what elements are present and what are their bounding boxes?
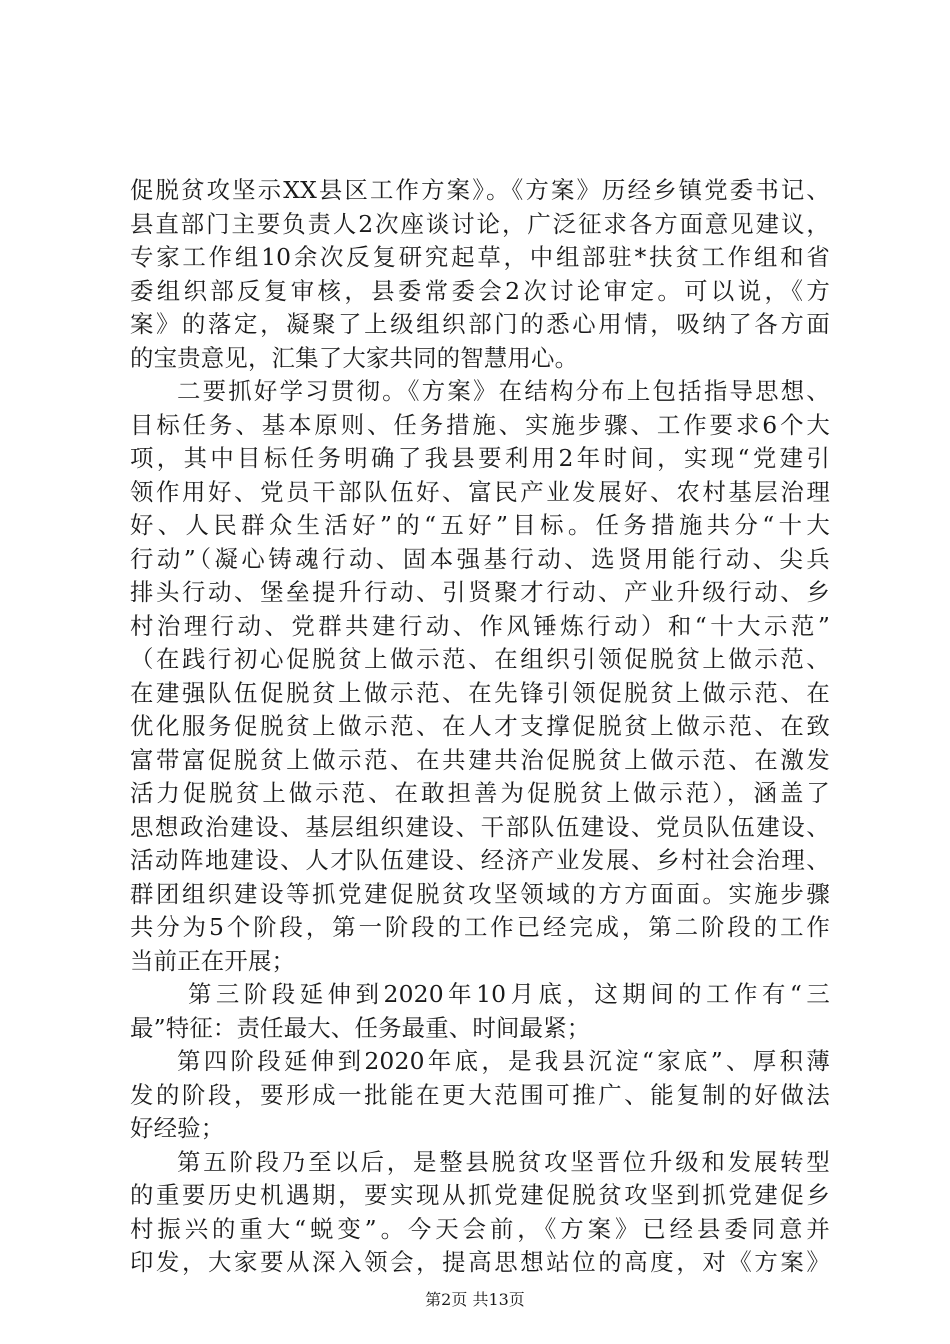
document-body bbox=[130, 174, 830, 1280]
text-line: 的重要历史机遇期，要实现从抓党建促脱贫攻坚到抓党建促乡 bbox=[130, 1181, 830, 1209]
text-line: 印发，大家要从深入领会，提高思想站位的高度，对《方案》 bbox=[130, 1248, 830, 1276]
text-line: 在建强队伍促脱贫上做示范、在先锋引领促脱贫上做示范、在 bbox=[130, 678, 830, 707]
text-line: 群团组织建设等抓党建促脱贫攻坚领域的方方面面。实施步骤 bbox=[130, 879, 830, 908]
text-line: 最”特征：责任最大、任务最重、时间最紧； bbox=[130, 1013, 591, 1042]
text-line: 领作用好、党员干部队伍好、富民产业发展好、农村基层治理 bbox=[130, 477, 830, 506]
text-line: 委组织部反复审核，县委常委会2次讨论审定。可以说，《方 bbox=[130, 276, 830, 305]
text-line: 当前正在开展； bbox=[130, 946, 296, 975]
text-line: 行动”（凝心铸魂行动、固本强基行动、选贤用能行动、尖兵 bbox=[130, 544, 830, 573]
text-line: 活力促脱贫上做示范、在敢担善为促脱贫上做示范），涵盖了 bbox=[130, 779, 830, 807]
text-line: 好经验； bbox=[130, 1114, 225, 1142]
text-line: 排头行动、堡垒提升行动、引贤聚才行动、产业升级行动、乡 bbox=[130, 578, 830, 606]
text-line: 专家工作组10余次反复研究起草，中组部驻*扶贫工作组和省 bbox=[130, 243, 830, 271]
text-line: 思想政治建设、基层组织建设、干部队伍建设、党员队伍建设、 bbox=[130, 812, 830, 841]
text-line: 县直部门主要负责人2次座谈讨论，广泛征求各方面意见建议， bbox=[130, 209, 830, 238]
paragraph-start-line: 第四阶段延伸到2020年底，是我县沉淀“家底”、厚积薄 bbox=[177, 1047, 830, 1075]
paragraph-start-line: 第五阶段乃至以后，是整县脱贫攻坚晋位升级和发展转型 bbox=[177, 1147, 830, 1176]
text-line: 村振兴的重大“蜕变”。今天会前，《方案》已经县委同意并 bbox=[130, 1214, 830, 1243]
text-line: 案》的落定，凝聚了上级组织部门的悉心用情，吸纳了各方面 bbox=[130, 310, 830, 338]
text-line: 好、人民群众生活好”的“五好”目标。任务措施共分“十大 bbox=[130, 511, 830, 539]
text-line: 活动阵地建设、人才队伍建设、经济产业发展、乡村社会治理、 bbox=[130, 846, 830, 874]
text-line: （在践行初心促脱贫上做示范、在组织引领促脱贫上做示范、 bbox=[130, 645, 830, 673]
text-line: 共分为5个阶段，第一阶段的工作已经完成，第二阶段的工作 bbox=[130, 913, 830, 941]
text-line: 的宝贵意见，汇集了大家共同的智慧用心。 bbox=[130, 343, 579, 372]
text-line: 目标任务、基本原则、任务措施、实施步骤、工作要求6个大 bbox=[130, 410, 830, 439]
text-line: 富带富促脱贫上做示范、在共建共治促脱贫上做示范、在激发 bbox=[130, 745, 830, 774]
text-line: 村治理行动、党群共建行动、作风锤炼行动）和“十大示范” bbox=[130, 611, 830, 640]
page-number-footer: 第2页 共13页 bbox=[425, 1290, 525, 1309]
text-line: 优化服务促脱贫上做示范、在人才支撑促脱贫上做示范、在致 bbox=[130, 712, 830, 740]
text-line: 项，其中目标任务明确了我县要利用2年时间，实现“党建引 bbox=[130, 444, 830, 472]
paragraph-start-line: 二要抓好学习贯彻。《方案》在结构分布上包括指导思想、 bbox=[177, 377, 830, 405]
paragraph-start-line: 第三阶段延伸到2020年10月底，这期间的工作有“三 bbox=[188, 980, 830, 1008]
text-line: 发的阶段，要形成一批能在更大范围可推广、能复制的好做法 bbox=[130, 1080, 830, 1109]
text-line: 促脱贫攻坚示XX县区工作方案》。《方案》历经乡镇党委书记、 bbox=[130, 176, 830, 204]
